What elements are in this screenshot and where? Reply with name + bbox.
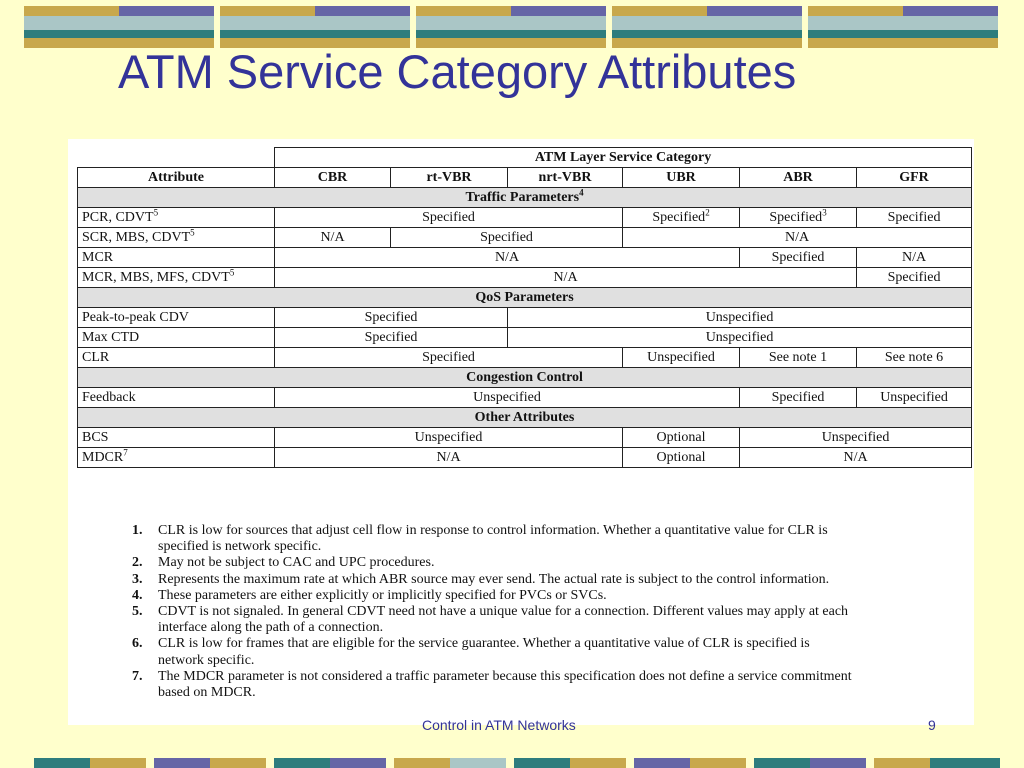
- table-row: [78, 388, 972, 408]
- decor-block: [612, 6, 802, 48]
- footnote: 6. CLR is low for frames that are eligible for the service guarantee. Whether a quantitative value of CLR is specified is network specific.: [132, 636, 810, 668]
- section-header-congestion: Congestion Control: [78, 368, 972, 388]
- table-cell: Specified: [275, 308, 508, 328]
- group-header: ATM Layer Service Category: [275, 148, 972, 168]
- decor-block: [220, 6, 410, 48]
- table-row: [78, 348, 972, 368]
- table-cell: Optional: [623, 428, 740, 448]
- table-cell: Specified: [857, 208, 972, 228]
- row-label: Feedback: [78, 388, 275, 408]
- footnote: 4. These parameters are either explicitly or implicitly specified for PVCs or SVCs.: [132, 587, 607, 603]
- table-cell: Unspecified: [857, 388, 972, 408]
- table-row: [78, 268, 972, 288]
- row-label: SCR, MBS, CDVT$^5$: [78, 228, 275, 248]
- table-row: [78, 448, 972, 468]
- footnote: 2. May not be subject to CAC and UPC procedures.: [132, 555, 435, 571]
- table-cell: Unspecified: [740, 428, 972, 448]
- decor-block: [24, 6, 214, 48]
- page-number: 9: [928, 717, 936, 733]
- row-label: MDCR$^7$: [78, 448, 275, 468]
- footnote: 5. CDVT is not signaled. In general CDVT need not have a unique value for a connection. Different values may apply at each interface along the path of a connection.: [132, 604, 849, 636]
- row-label: MCR: [78, 248, 275, 268]
- table-row: [78, 228, 972, 248]
- table-cell: N/A: [275, 228, 391, 248]
- table-row: [78, 248, 972, 268]
- column-header: rt-VBR: [391, 168, 508, 188]
- footnote: 1. CLR is low for sources that adjust cell flow in response to control information. Whether a quantitative value for CLR is specified is network specific.: [132, 523, 828, 555]
- table-cell: Specified$^3$: [740, 208, 857, 228]
- decor-block: [808, 6, 998, 48]
- table-row: [78, 308, 972, 328]
- table-row: [78, 428, 972, 448]
- table-cell: Optional: [623, 448, 740, 468]
- table-cell: Specified$^2$: [623, 208, 740, 228]
- decor-block: [416, 6, 606, 48]
- column-header: ABR: [740, 168, 857, 188]
- row-label: CLR: [78, 348, 275, 368]
- section-header-traffic: Traffic Parameters$^4$: [78, 188, 972, 208]
- table-cell: Specified: [740, 248, 857, 268]
- corner-header: Attribute: [78, 168, 275, 188]
- table-cell: Specified: [275, 328, 508, 348]
- table-cell: N/A: [275, 448, 623, 468]
- table-cell: Unspecified: [275, 428, 623, 448]
- table-cell: See note 6: [857, 348, 972, 368]
- table-row: [78, 328, 972, 348]
- section-header-qos: QoS Parameters: [78, 288, 972, 308]
- column-header: UBR: [623, 168, 740, 188]
- table-cell: N/A: [740, 448, 972, 468]
- slide-title: ATM Service Category Attributes: [118, 45, 797, 98]
- footnotes-list: [132, 523, 852, 701]
- column-header: GFR: [857, 168, 972, 188]
- row-label: Peak-to-peak CDV: [78, 308, 275, 328]
- bottom-decorative-bar: [34, 758, 1000, 768]
- footnote: 3. Represents the maximum rate at which ABR source may ever send. The actual rate is subject to the control information.: [132, 571, 830, 587]
- table-image-panel: [68, 139, 974, 725]
- table-cell: N/A: [275, 248, 740, 268]
- table-cell: See note 1: [740, 348, 857, 368]
- table-cell: Unspecified: [508, 308, 972, 328]
- section-header-other: Other Attributes: [78, 408, 972, 428]
- corner-cell: [78, 148, 275, 168]
- column-header: nrt-VBR: [508, 168, 623, 188]
- table-cell: Unspecified: [275, 388, 740, 408]
- row-label: BCS: [78, 428, 275, 448]
- table-cell: N/A: [275, 268, 857, 288]
- table-cell: Unspecified: [623, 348, 740, 368]
- row-label: PCR, CDVT$^5$: [78, 208, 275, 228]
- service-category-table: [77, 147, 972, 468]
- table-cell: N/A: [857, 248, 972, 268]
- footer-text: Control in ATM Networks: [422, 717, 576, 733]
- table-cell: Specified: [857, 268, 972, 288]
- table-cell: Specified: [391, 228, 623, 248]
- column-header: CBR: [275, 168, 391, 188]
- top-decorative-bar: [24, 6, 1000, 48]
- footnote: 7. The MDCR parameter is not considered a traffic parameter because this specification does not define a service commitment based on MDCR.: [132, 668, 852, 701]
- table-cell: Specified: [740, 388, 857, 408]
- table-row: [78, 208, 972, 228]
- row-label: MCR, MBS, MFS, CDVT$^5$: [78, 268, 275, 288]
- table-cell: Specified: [275, 208, 623, 228]
- table-cell: Unspecified: [508, 328, 972, 348]
- table-cell: N/A: [623, 228, 972, 248]
- row-label: Max CTD: [78, 328, 275, 348]
- table-cell: Specified: [275, 348, 623, 368]
